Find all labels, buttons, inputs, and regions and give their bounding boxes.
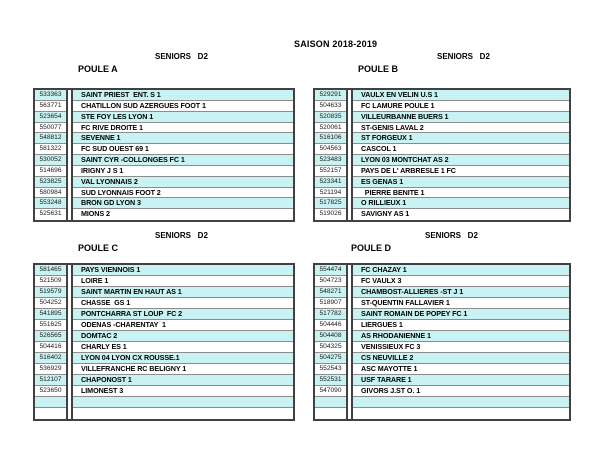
club-number-cell [35, 408, 66, 419]
column-divider [66, 408, 73, 419]
column-divider [66, 386, 73, 397]
club-number-cell: 504408 [315, 331, 346, 342]
club-name-cell: SAINT CYR -COLLONGES FC 1 [73, 155, 293, 166]
club-name-cell: SAINT ROMAIN DE POPEY FC 1 [353, 309, 569, 320]
club-number-cell: 520835 [315, 112, 346, 123]
column-divider [346, 133, 353, 144]
table-row [315, 133, 569, 144]
column-divider [66, 90, 73, 101]
column-divider [66, 397, 73, 408]
table-row [35, 342, 293, 353]
club-number-cell: 523654 [35, 112, 66, 123]
club-number-cell: 504723 [315, 276, 346, 287]
club-name-cell: AS RHODANIENNE 1 [353, 331, 569, 342]
club-name-cell: ES GENAS 1 [353, 177, 569, 188]
seniors-heading: SENIORS D2 [425, 231, 478, 240]
club-name-cell: PONTCHARRA ST LOUP FC 2 [73, 309, 293, 320]
table-row [35, 276, 293, 287]
table-row [35, 198, 293, 209]
table-row [315, 177, 569, 188]
table-row [35, 188, 293, 199]
column-divider [346, 342, 353, 353]
column-divider [66, 101, 73, 112]
column-divider [346, 408, 353, 419]
club-name-cell: VAULX EN VELIN U.S 1 [353, 90, 569, 101]
table-row [35, 209, 293, 220]
table-row [315, 90, 569, 101]
column-divider [66, 331, 73, 342]
column-divider [66, 320, 73, 331]
column-divider [346, 364, 353, 375]
table-row [315, 198, 569, 209]
column-divider [346, 320, 353, 331]
table-row [35, 375, 293, 386]
club-number-cell: 548271 [315, 287, 346, 298]
table-row [315, 144, 569, 155]
table-row [35, 155, 293, 166]
column-divider [346, 90, 353, 101]
club-name-cell: GIVORS J.ST O. 1 [353, 386, 569, 397]
table-row [315, 276, 569, 287]
column-divider [346, 209, 353, 220]
table-row [35, 386, 293, 397]
club-number-cell: 530052 [35, 155, 66, 166]
club-number-cell: 504325 [315, 342, 346, 353]
table-row [315, 375, 569, 386]
table-row [35, 309, 293, 320]
club-name-cell: FC VAULX 3 [353, 276, 569, 287]
table-row [315, 408, 569, 419]
club-number-cell: 518907 [315, 298, 346, 309]
club-number-cell: 548812 [35, 133, 66, 144]
club-number-cell: 563771 [35, 101, 66, 112]
column-divider [66, 342, 73, 353]
club-number-cell [35, 397, 66, 408]
club-name-cell: LOIRE 1 [73, 276, 293, 287]
club-name-cell: VENISSIEUX FC 3 [353, 342, 569, 353]
club-name-cell: SEVENNE 1 [73, 133, 293, 144]
club-name-cell: LYON 03 MONTCHAT AS 2 [353, 155, 569, 166]
column-divider [66, 353, 73, 364]
club-number-cell: 517782 [315, 309, 346, 320]
club-number-cell [315, 408, 346, 419]
club-name-cell: ASC MAYOTTE 1 [353, 364, 569, 375]
column-divider [66, 298, 73, 309]
table-row [315, 188, 569, 199]
club-name-cell: STE FOY LES LYON 1 [73, 112, 293, 123]
column-divider [346, 331, 353, 342]
column-divider [346, 112, 353, 123]
column-divider [66, 309, 73, 320]
column-divider [66, 166, 73, 177]
club-name-cell: CHAPONOST 1 [73, 375, 293, 386]
club-name-cell: PIERRE BENITE 1 [353, 188, 569, 199]
table-row [35, 133, 293, 144]
table-row [35, 298, 293, 309]
table-row [35, 123, 293, 134]
column-divider [66, 265, 73, 276]
club-number-cell: 547090 [315, 386, 346, 397]
seniors-heading: SENIORS D2 [155, 231, 208, 240]
table-row [315, 112, 569, 123]
club-number-cell [315, 397, 346, 408]
club-number-cell: 581465 [35, 265, 66, 276]
club-name-cell: SAINT MARTIN EN HAUT AS 1 [73, 287, 293, 298]
column-divider [66, 188, 73, 199]
column-divider [66, 123, 73, 134]
club-name-cell: ST-GENIS LAVAL 2 [353, 123, 569, 134]
table-row [35, 166, 293, 177]
club-number-cell: 512107 [35, 375, 66, 386]
club-name-cell [73, 408, 293, 419]
poule-heading: POULE B [358, 64, 399, 74]
column-divider [66, 177, 73, 188]
table-row [315, 309, 569, 320]
club-number-cell: 551625 [35, 320, 66, 331]
table-row [315, 155, 569, 166]
column-divider [66, 144, 73, 155]
column-divider [346, 298, 353, 309]
table-row [35, 331, 293, 342]
table-row [35, 287, 293, 298]
column-divider [346, 353, 353, 364]
club-number-cell: 552157 [315, 166, 346, 177]
club-name-cell: ST-QUENTIN FALLAVIER 1 [353, 298, 569, 309]
column-divider [346, 188, 353, 199]
club-number-cell: 504416 [35, 342, 66, 353]
table-row [315, 342, 569, 353]
column-divider [346, 198, 353, 209]
table-row [315, 209, 569, 220]
table-row [315, 298, 569, 309]
club-number-cell: 520061 [315, 123, 346, 134]
club-number-cell: 533363 [35, 90, 66, 101]
club-name-cell: PAYS DE L' ARBRESLE 1 FC [353, 166, 569, 177]
club-name-cell: ST FORGEUX 1 [353, 133, 569, 144]
club-name-cell: CHASSE GS 1 [73, 298, 293, 309]
club-number-cell: 529291 [315, 90, 346, 101]
club-number-cell: 552531 [315, 375, 346, 386]
column-divider [346, 265, 353, 276]
club-name-cell: LYON 04 LYON CX ROUSSE.1 [73, 353, 293, 364]
club-number-cell: 519579 [35, 287, 66, 298]
club-name-cell: VILLEURBANNE BUERS 1 [353, 112, 569, 123]
column-divider [346, 375, 353, 386]
club-number-cell: 521194 [315, 188, 346, 199]
club-number-cell: 541895 [35, 309, 66, 320]
seniors-heading: SENIORS D2 [155, 52, 208, 61]
club-number-cell: 504633 [315, 101, 346, 112]
table-row [35, 397, 293, 408]
club-name-cell [353, 397, 569, 408]
table-row [315, 397, 569, 408]
club-number-cell: 581322 [35, 144, 66, 155]
table-row [35, 90, 293, 101]
club-number-cell: 536929 [35, 364, 66, 375]
club-number-cell: 517825 [315, 198, 346, 209]
column-divider [346, 144, 353, 155]
club-name-cell: LIMONEST 3 [73, 386, 293, 397]
table-row [35, 144, 293, 155]
table-row [35, 408, 293, 419]
table-row [35, 112, 293, 123]
table-row [315, 386, 569, 397]
table-row [315, 287, 569, 298]
club-name-cell: CASCOL 1 [353, 144, 569, 155]
table-row [315, 353, 569, 364]
column-divider [66, 276, 73, 287]
column-divider [346, 287, 353, 298]
club-name-cell: FC SUD OUEST 69 1 [73, 144, 293, 155]
column-divider [66, 112, 73, 123]
pool-table-b [313, 88, 571, 222]
table-row [315, 331, 569, 342]
club-number-cell: 514696 [35, 166, 66, 177]
poule-heading: POULE A [78, 64, 118, 74]
column-divider [346, 309, 353, 320]
club-number-cell: 523483 [315, 155, 346, 166]
club-name-cell: FC CHAZAY 1 [353, 265, 569, 276]
club-number-cell: 550077 [35, 123, 66, 134]
club-number-cell: 523650 [35, 386, 66, 397]
club-name-cell: DOMTAC 2 [73, 331, 293, 342]
club-name-cell: IRIGNY J S 1 [73, 166, 293, 177]
club-name-cell: CS NEUVILLE 2 [353, 353, 569, 364]
column-divider [66, 133, 73, 144]
club-name-cell: SUD LYONNAIS FOOT 2 [73, 188, 293, 199]
column-divider [66, 198, 73, 209]
table-row [315, 166, 569, 177]
column-divider [346, 101, 353, 112]
club-number-cell: 554474 [315, 265, 346, 276]
table-row [35, 353, 293, 364]
club-name-cell [353, 408, 569, 419]
club-name-cell: ODENAS -CHARENTAY 1 [73, 320, 293, 331]
column-divider [66, 364, 73, 375]
club-name-cell: PAYS VIENNOIS 1 [73, 265, 293, 276]
table-row [35, 364, 293, 375]
table-row [315, 364, 569, 375]
club-name-cell: LIERGUES 1 [353, 320, 569, 331]
table-row [315, 265, 569, 276]
club-name-cell: SAINT PRIEST ENT. S 1 [73, 90, 293, 101]
seniors-heading: SENIORS D2 [437, 52, 490, 61]
club-number-cell: 525631 [35, 209, 66, 220]
table-row [35, 101, 293, 112]
column-divider [346, 166, 353, 177]
club-name-cell: CHATILLON SUD AZERGUES FOOT 1 [73, 101, 293, 112]
table-row [35, 177, 293, 188]
club-name-cell: VAL LYONNAIS 2 [73, 177, 293, 188]
club-name-cell: O RILLIEUX 1 [353, 198, 569, 209]
column-divider [346, 397, 353, 408]
pool-table-d [313, 263, 571, 421]
club-name-cell: BRON GD LYON 3 [73, 198, 293, 209]
column-divider [346, 123, 353, 134]
column-divider [346, 276, 353, 287]
club-number-cell: 523341 [315, 177, 346, 188]
table-row [315, 320, 569, 331]
club-name-cell [73, 397, 293, 408]
poule-heading: POULE D [351, 243, 392, 253]
table-row [315, 123, 569, 134]
column-divider [346, 155, 353, 166]
column-divider [346, 177, 353, 188]
club-name-cell: USF TARARE 1 [353, 375, 569, 386]
club-name-cell: MIONS 2 [73, 209, 293, 220]
table-row [35, 320, 293, 331]
club-number-cell: 519026 [315, 209, 346, 220]
club-name-cell: SAVIGNY AS 1 [353, 209, 569, 220]
club-number-cell: 553248 [35, 198, 66, 209]
pool-table-c [33, 263, 295, 421]
club-number-cell: 552543 [315, 364, 346, 375]
club-number-cell: 516402 [35, 353, 66, 364]
club-number-cell: 504252 [35, 298, 66, 309]
club-number-cell: 504446 [315, 320, 346, 331]
column-divider [346, 386, 353, 397]
club-number-cell: 504275 [315, 353, 346, 364]
club-name-cell: VILLEFRANCHE RC BELIGNY 1 [73, 364, 293, 375]
club-name-cell: FC LAMURE POULE 1 [353, 101, 569, 112]
club-number-cell: 521509 [35, 276, 66, 287]
club-number-cell: 504563 [315, 144, 346, 155]
club-name-cell: CHARLY ES 1 [73, 342, 293, 353]
club-name-cell: CHAMBOST-ALLIERES -ST J 1 [353, 287, 569, 298]
pool-table-a [33, 88, 295, 222]
column-divider [66, 155, 73, 166]
club-name-cell: FC RIVE DROITE 1 [73, 123, 293, 134]
page-title: SAISON 2018-2019 [294, 39, 378, 49]
club-number-cell: 526565 [35, 331, 66, 342]
column-divider [66, 287, 73, 298]
column-divider [66, 375, 73, 386]
club-number-cell: 580984 [35, 188, 66, 199]
table-row [35, 265, 293, 276]
column-divider [66, 209, 73, 220]
club-number-cell: 516106 [315, 133, 346, 144]
club-number-cell: 523825 [35, 177, 66, 188]
table-row [315, 101, 569, 112]
poule-heading: POULE C [78, 243, 119, 253]
